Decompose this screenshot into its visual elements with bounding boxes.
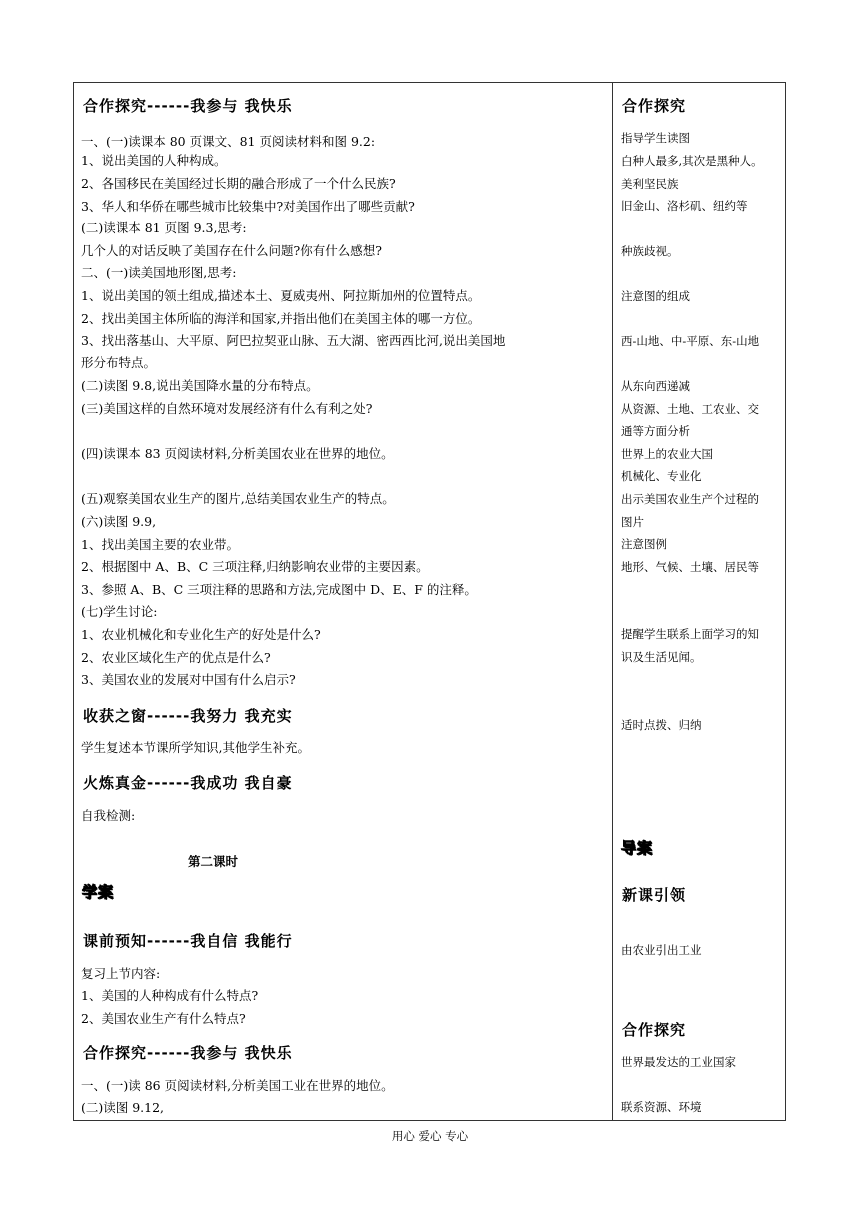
note-line: 提醒学生联系上面学习的知 — [621, 627, 759, 641]
text-line: 2、找出美国主体所临的海洋和国家,并指出他们在美国主体的哪一方位。 — [81, 311, 481, 326]
table-frame — [73, 82, 786, 1121]
text-line: (六)读图 9.9, — [81, 514, 157, 529]
note-line: 美利坚民族 — [621, 177, 679, 191]
note-line: 机械化、专业化 — [621, 469, 702, 483]
text-line: 复习上节内容: — [81, 966, 161, 981]
summary-text: 学生复述本节课所学知识,其他学生补充。 — [81, 740, 310, 755]
note-line: 西-山地、中-平原、东-山地 — [621, 334, 760, 348]
note-line: 识及生活见闻。 — [621, 650, 702, 664]
column-divider — [612, 82, 613, 1121]
note-line: 地形、气候、土壤、居民等 — [621, 560, 759, 574]
text-line: 1、农业机械化和专业化生产的好处是什么? — [81, 627, 321, 642]
note-line: 适时点拨、归纳 — [621, 718, 702, 732]
note-line: 世界最发达的工业国家 — [621, 1055, 736, 1069]
note-line: 注意图例 — [621, 537, 667, 551]
note-line: 通等方面分析 — [621, 424, 690, 438]
text-line: 一、(一)读课本 80 页课文、81 页阅读材料和图 9.2: — [81, 134, 376, 149]
text-line: 3、华人和华侨在哪些城市比较集中?对美国作出了哪些贡献? — [81, 199, 415, 214]
note-line: 白种人最多,其次是黑种人。 — [621, 154, 763, 168]
text-line: 2、美国农业生产有什么特点? — [81, 1011, 246, 1026]
section-heading-test: 火炼真金------我成功 我自豪 — [83, 774, 293, 792]
text-line: 2、根据图中 A、B、C 三项注释,归纳影响农业带的主要因素。 — [81, 559, 429, 574]
right-heading-intro: 新课引领 — [622, 886, 687, 904]
text-line: 1、说出美国的领土组成,描述本土、夏威夷州、阿拉斯加州的位置特点。 — [81, 288, 481, 303]
text-line: 二、(一)读美国地形图,思考: — [81, 265, 237, 280]
text-line: (三)美国这样的自然环境对发展经济有什么有利之处? — [81, 401, 373, 416]
text-line: 3、找出落基山、大平原、阿巴拉契亚山脉、五大湖、密西西比河,说出美国地 — [81, 333, 506, 348]
text-line: 3、美国农业的发展对中国有什么启示? — [81, 672, 296, 687]
text-line: 几个人的对话反映了美国存在什么问题?你有什么感想? — [81, 243, 382, 258]
text-line: 形分布特点。 — [81, 355, 157, 370]
text-line: 1、说出美国的人种构成。 — [81, 153, 227, 168]
text-line: 2、各国移民在美国经过长期的融合形成了一个什么民族? — [81, 176, 396, 191]
text-line: (二)读图 9.8,说出美国降水量的分布特点。 — [81, 378, 319, 393]
note-line: 指导学生读图 — [621, 131, 690, 145]
text-line: 2、农业区域化生产的优点是什么? — [81, 650, 271, 665]
section-heading-cooperate: 合作探究------我参与 我快乐 — [83, 97, 293, 115]
page-footer: 用心 爱心 专心 — [391, 1129, 469, 1143]
note-line: 由农业引出工业 — [621, 943, 702, 957]
note-line: 旧金山、洛杉矶、纽约等 — [621, 199, 748, 213]
daoan-logo: 导案 — [621, 839, 654, 857]
note-line: 种族歧视。 — [621, 244, 679, 258]
section-heading-harvest: 收获之窗------我努力 我充实 — [83, 707, 293, 725]
section-heading-cooperate-2: 合作探究------我参与 我快乐 — [83, 1044, 293, 1062]
note-line: 注意图的组成 — [621, 289, 690, 303]
text-line: (二)读课本 81 页图 9.3,思考: — [81, 220, 247, 235]
xuean-logo: 学案 — [82, 883, 115, 901]
right-heading-cooperate-2: 合作探究 — [622, 1021, 687, 1039]
lesson-title: 第二课时 — [188, 854, 239, 869]
text-line: 3、参照 A、B、C 三项注释的思路和方法,完成图中 D、E、F 的注释。 — [81, 582, 477, 597]
note-line: 图片 — [621, 515, 644, 529]
text-line: (七)学生讨论: — [81, 604, 158, 619]
note-line: 世界上的农业大国 — [621, 447, 713, 461]
text-line: 1、找出美国主要的农业带。 — [81, 537, 239, 552]
selftest-label: 自我检测: — [81, 808, 136, 823]
note-line: 出示美国农业生产个过程的 — [621, 492, 759, 506]
text-line: (二)读图 9.12, — [81, 1100, 165, 1115]
text-line: (四)读课本 83 页阅读材料,分析美国农业在世界的地位。 — [81, 446, 394, 461]
text-line: 1、美国的人种构成有什么特点? — [81, 988, 259, 1003]
note-line: 从资源、土地、工农业、交 — [621, 402, 759, 416]
note-line: 联系资源、环境 — [621, 1100, 702, 1114]
section-heading-preview: 课前预知------我自信 我能行 — [83, 932, 293, 950]
right-heading-cooperate: 合作探究 — [622, 97, 687, 115]
text-line: (五)观察美国农业生产的图片,总结美国农业生产的特点。 — [81, 491, 395, 506]
text-line: 一、(一)读 86 页阅读材料,分析美国工业在世界的地位。 — [81, 1078, 394, 1093]
note-line: 从东向西递减 — [621, 379, 690, 393]
